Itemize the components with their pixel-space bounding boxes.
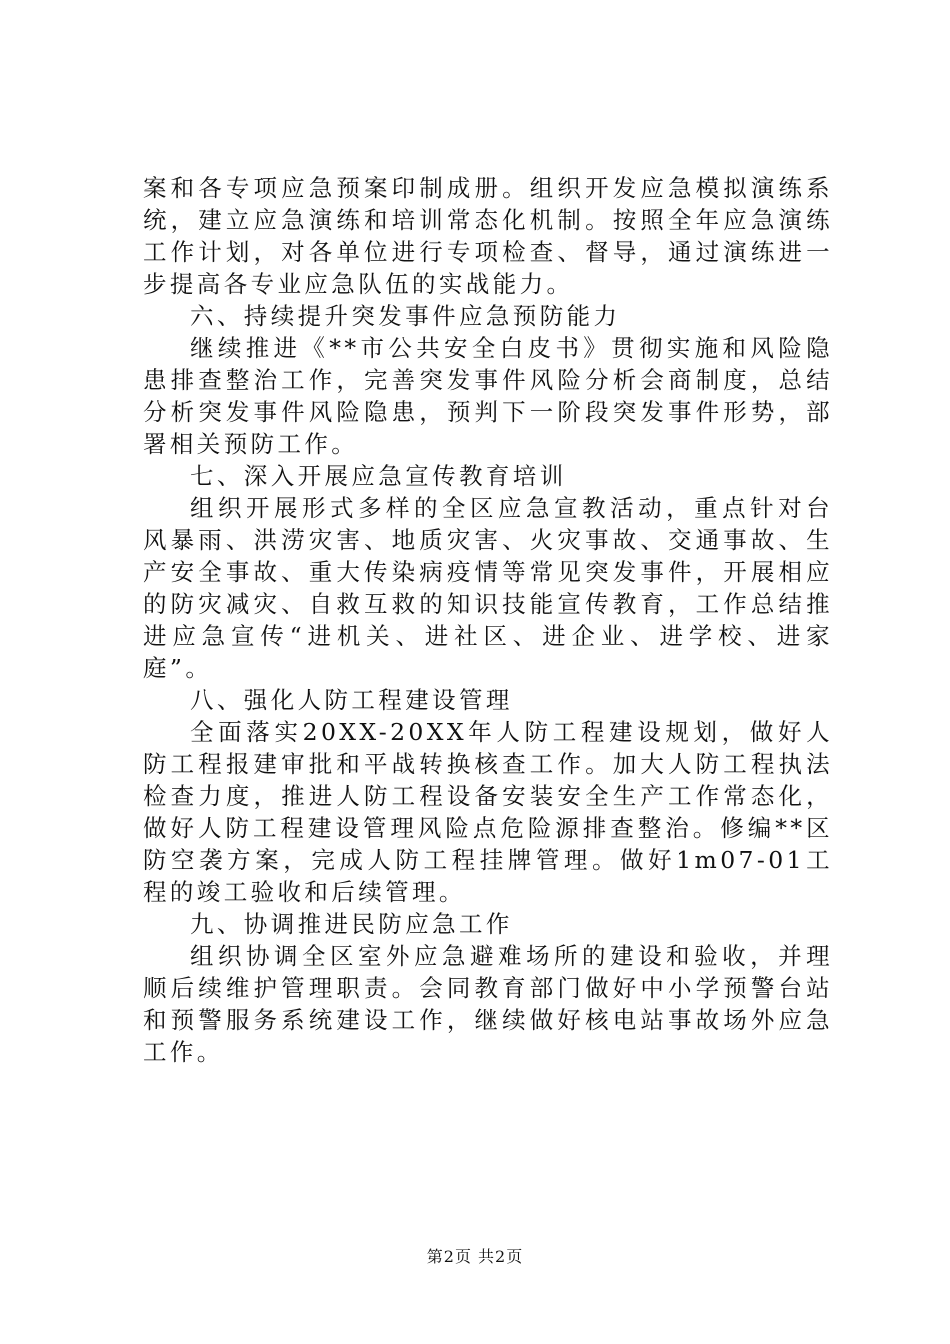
section-heading-7: 七、深入开展应急宣传教育培训 bbox=[190, 462, 567, 490]
document-body bbox=[143, 172, 833, 1068]
paragraph-continued: 案和各专项应急预案印制成册。组织开发应急模拟演练系统，建立应急演练和培训常态化机制。按照全年应急演练工作计划，对各单位进行专项检查、督导，通过演练进一步提高各专业应急队伍的实战能力。 bbox=[143, 174, 833, 298]
paragraph-section-7: 组织开展形式多样的全区应急宣教活动，重点针对台风暴雨、洪涝灾害、地质灾害、火灾事故、交通事故、生产安全事故、重大传染病疫情等常见突发事件，开展相应的防灾减灾、自救互救的知识技能宣传教育，工作总结推进应急宣传“进机关、进社区、进企业、进学校、进家庭”。 bbox=[143, 494, 833, 682]
paragraph-section-9: 组织协调全区室外应急避难场所的建设和验收，并理顺后续维护管理职责。会同教育部门做好中小学预警台站和预警服务系统建设工作，继续做好核电站事故场外应急工作。 bbox=[143, 942, 833, 1066]
section-heading-8: 八、强化人防工程建设管理 bbox=[190, 686, 513, 714]
paragraph-section-6: 继续推进《**市公共安全白皮书》贯彻实施和风险隐患排查整治工作，完善突发事件风险分析会商制度，总结分析突发事件风险隐患，预判下一阶段突发事件形势，部署相关预防工作。 bbox=[143, 334, 833, 458]
section-heading-6: 六、持续提升突发事件应急预防能力 bbox=[190, 302, 621, 330]
paragraph-section-8: 全面落实20XX-20XX年人防工程建设规划，做好人防工程报建审批和平战转换核查工作。加大人防工程执法检查力度，推进人防工程设备安装安全生产工作常态化，做好人防工程建设管理风险点危险源排查整治。修编**区防空袭方案，完成人防工程挂牌管理。做好1m07-01工程的竣工验收和后续管理。 bbox=[143, 718, 833, 906]
section-heading-9: 九、协调推进民防应急工作 bbox=[190, 910, 513, 938]
page-footer: 第2页 共2页 bbox=[426, 1247, 524, 1266]
